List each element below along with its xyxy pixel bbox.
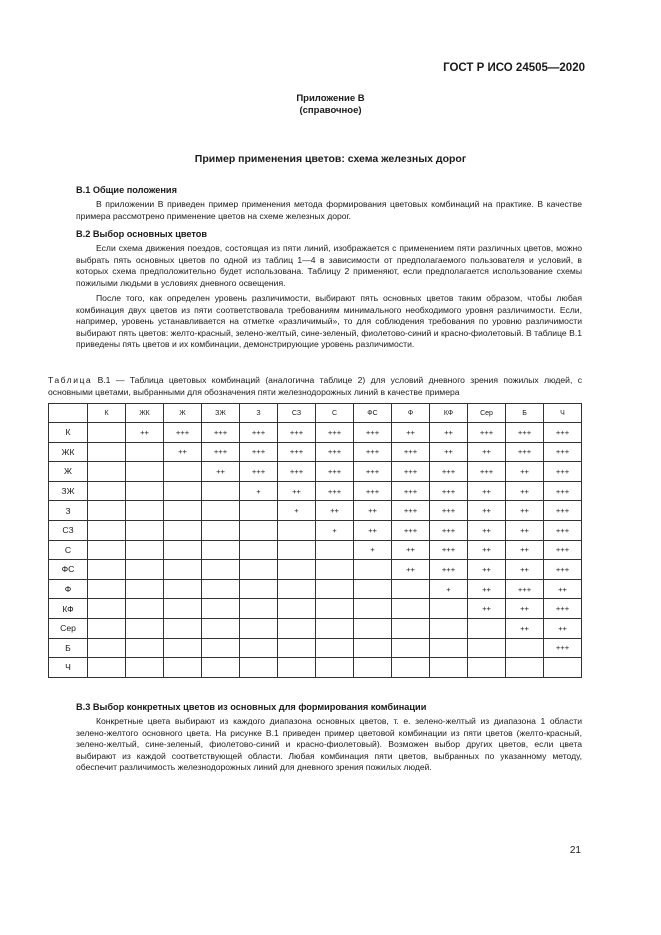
table-cell: ++ <box>468 520 506 540</box>
table-cell <box>126 481 164 501</box>
table-cell: +++ <box>544 462 582 482</box>
table-cell <box>240 579 278 599</box>
table-cell <box>202 658 240 678</box>
table-cell <box>88 618 126 638</box>
table-cell <box>164 481 202 501</box>
table-cell <box>506 638 544 658</box>
table-row <box>49 638 582 658</box>
page-number: 21 <box>569 845 581 856</box>
annex-title: Приложение В <box>296 93 365 104</box>
table-corner-cell <box>49 404 88 423</box>
table-cell <box>126 520 164 540</box>
table-cell: ++ <box>392 423 430 443</box>
column-header: ФС <box>354 404 392 423</box>
table-cell: +++ <box>430 540 468 560</box>
table-cell <box>88 560 126 580</box>
row-label: К <box>49 423 88 443</box>
table-cell: ++ <box>468 599 506 619</box>
table-cell: +++ <box>392 481 430 501</box>
table-cell <box>126 618 164 638</box>
table-cell: +++ <box>316 423 354 443</box>
table-cell <box>240 501 278 521</box>
table-cell: ++ <box>506 560 544 580</box>
table-cell <box>506 658 544 678</box>
table-cell <box>202 501 240 521</box>
table-cell: ++ <box>506 501 544 521</box>
table-cell <box>202 618 240 638</box>
table-cell: +++ <box>506 423 544 443</box>
table-cell: ++ <box>506 520 544 540</box>
table-cell <box>126 579 164 599</box>
table-cell: +++ <box>430 560 468 580</box>
row-label: Сер <box>49 618 88 638</box>
section-2-paragraph-2: После того, как определен уровень различимости, выбирают пять основных цветов таким образом, чтобы любая комбинация двух цветов из пяти соответствовала требованиям минимального необходимого уровня различимости. Если, например, уровень устанавливается на отметке «различимый», то для соблюдения требования по уровню различимости выбирают пять цветов: желто-красный, зелено-желтый, сине-зеленый, фиолетово-синий и красно-фиолетовый. В таблице В.1 приведены пять цветов и их комбинации, демонстрирующие уровень различимости. <box>76 293 582 349</box>
table-cell <box>392 618 430 638</box>
table-cell <box>354 560 392 580</box>
row-label: Б <box>49 638 88 658</box>
table-row <box>49 599 582 619</box>
table-row <box>49 520 582 540</box>
table-row <box>49 481 582 501</box>
table-cell <box>88 599 126 619</box>
table-cell <box>316 579 354 599</box>
table-cell: ++ <box>430 442 468 462</box>
table-cell: ++ <box>468 442 506 462</box>
table-cell <box>126 560 164 580</box>
table-cell <box>164 618 202 638</box>
page-title: Пример применения цветов: схема железных дорог <box>194 153 467 165</box>
table-cell: ++ <box>316 501 354 521</box>
row-label: ЖК <box>49 442 88 462</box>
table-cell <box>202 481 240 501</box>
table-cell: + <box>430 579 468 599</box>
table-caption-text: В.1 — Таблица цветовых комбинаций (аналогична таблице 2) для условий дневного зрения пожилых людей, с основными цветами, выбранными для обозначения пяти железнодорожных линий в качестве примера <box>48 375 582 397</box>
table-cell <box>430 638 468 658</box>
table-cell: ++ <box>278 481 316 501</box>
table-cell <box>126 638 164 658</box>
table-cell <box>430 618 468 638</box>
table-cell: +++ <box>278 423 316 443</box>
table-row <box>49 618 582 638</box>
table-caption-word: Таблица <box>48 375 93 385</box>
table-cell <box>88 501 126 521</box>
column-header: КФ <box>430 404 468 423</box>
table-cell <box>202 638 240 658</box>
table-cell <box>126 442 164 462</box>
table-cell: +++ <box>240 462 278 482</box>
section-1-paragraph: В приложении В приведен пример применения метода формирования цветовых комбинаций на практике. В качестве примера рассмотрено применение цветов на схеме железных дорог. <box>76 199 582 221</box>
row-label: Ф <box>49 579 88 599</box>
table-cell <box>240 599 278 619</box>
table-cell <box>88 638 126 658</box>
table-cell <box>278 658 316 678</box>
table-cell: ++ <box>392 540 430 560</box>
table-row <box>49 540 582 560</box>
table-cell: +++ <box>430 520 468 540</box>
table-cell <box>202 540 240 560</box>
table-cell <box>88 540 126 560</box>
table-cell <box>164 520 202 540</box>
table-cell <box>240 658 278 678</box>
table-cell: +++ <box>202 423 240 443</box>
table-cell <box>278 540 316 560</box>
table-cell <box>126 540 164 560</box>
table-cell: ++ <box>202 462 240 482</box>
table-cell: +++ <box>316 481 354 501</box>
table-cell: ++ <box>544 579 582 599</box>
row-label: СЗ <box>49 520 88 540</box>
table-cell: ++ <box>392 560 430 580</box>
table-cell: ++ <box>354 520 392 540</box>
table-cell <box>88 520 126 540</box>
row-label: З <box>49 501 88 521</box>
table-cell <box>392 579 430 599</box>
table-row <box>49 442 582 462</box>
table-cell: +++ <box>392 520 430 540</box>
table-cell <box>126 599 164 619</box>
table-cell: +++ <box>278 442 316 462</box>
table-cell <box>202 579 240 599</box>
column-header: К <box>88 404 126 423</box>
table-cell: +++ <box>544 599 582 619</box>
table-row <box>49 658 582 678</box>
table-cell: +++ <box>354 442 392 462</box>
table-cell <box>316 540 354 560</box>
table-cell: +++ <box>392 462 430 482</box>
table-cell <box>164 599 202 619</box>
table-cell: +++ <box>544 501 582 521</box>
table-cell <box>430 599 468 619</box>
table-header-row <box>49 404 582 423</box>
table-cell: ++ <box>506 462 544 482</box>
table-cell: +++ <box>430 501 468 521</box>
column-header: Сер <box>468 404 506 423</box>
column-header: С <box>316 404 354 423</box>
column-header: Ф <box>392 404 430 423</box>
table-cell: + <box>316 520 354 540</box>
table-cell <box>240 560 278 580</box>
table-cell: +++ <box>506 579 544 599</box>
table-cell: +++ <box>506 442 544 462</box>
table-cell <box>354 658 392 678</box>
table-cell <box>164 462 202 482</box>
table-cell <box>278 618 316 638</box>
table-cell <box>240 618 278 638</box>
table-cell: +++ <box>544 560 582 580</box>
table-cell <box>392 658 430 678</box>
table-cell: ++ <box>544 618 582 638</box>
table-cell <box>88 658 126 678</box>
table-cell <box>164 501 202 521</box>
table-cell: +++ <box>430 462 468 482</box>
table-cell <box>88 442 126 462</box>
table-cell: +++ <box>240 442 278 462</box>
table-cell <box>240 520 278 540</box>
table-cell: ++ <box>468 481 506 501</box>
table-row <box>49 462 582 482</box>
table-row <box>49 423 582 443</box>
table-cell: +++ <box>202 442 240 462</box>
table-cell <box>202 520 240 540</box>
color-combination-table <box>48 403 582 678</box>
table-cell: ++ <box>506 540 544 560</box>
table-cell <box>316 560 354 580</box>
column-header: ЖК <box>126 404 164 423</box>
table-cell: +++ <box>392 501 430 521</box>
section-2-paragraph-1: Если схема движения поездов, состоящая из пяти линий, изображается с применением пяти различных цветов, можно выбрать пять основных цветов по одной из таблиц 1—4 в зависимости от предполагаемого пользователя и условий, в которых схема предположительно будет использована. Таблицу 2 применяют, если предполагается использование схемы пожилыми людьми в условиях дневного освещения. <box>76 243 582 288</box>
table-cell: +++ <box>544 442 582 462</box>
table-cell <box>202 560 240 580</box>
table-cell: ++ <box>506 599 544 619</box>
column-header: З <box>240 404 278 423</box>
table-cell: ++ <box>430 423 468 443</box>
table-cell: ++ <box>506 481 544 501</box>
row-label: ФС <box>49 560 88 580</box>
table-cell: ++ <box>468 579 506 599</box>
table-cell <box>88 579 126 599</box>
table-cell <box>278 638 316 658</box>
table-cell: ++ <box>468 560 506 580</box>
table-cell <box>354 638 392 658</box>
section-2-heading: В.2 Выбор основных цветов <box>76 229 208 239</box>
table-cell: +++ <box>430 481 468 501</box>
table-cell: +++ <box>544 638 582 658</box>
table-cell <box>278 520 316 540</box>
table-cell <box>88 462 126 482</box>
table-cell: +++ <box>354 423 392 443</box>
column-header: ЗЖ <box>202 404 240 423</box>
table-cell: ++ <box>468 540 506 560</box>
table-cell: +++ <box>468 423 506 443</box>
table-cell: ++ <box>468 501 506 521</box>
table-cell: + <box>354 540 392 560</box>
standard-number: ГОСТ Р ИСО 24505—2020 <box>443 62 585 74</box>
table-cell: +++ <box>164 423 202 443</box>
table-cell <box>126 658 164 678</box>
section-3-paragraph: Конкретные цвета выбирают из каждого диапазона основных цветов, т. е. зелено-желтый из диапазона 1 области зелено-желтого основного цвета. На рисунке В.1 приведен пример цветовой комбинации из пяти цветов (желто-красный, зелено-желтый, сине-зеленый, фиолетово-синий и красно-фиолетовый). Возможен выбор других цветов, если цвета выбирают из каждой соответствующей области. Любая комбинация пяти цветов, выбранных по указанному методу, обеспечит различимость железнодорожных линий для дневного зрения пожилых людей. <box>76 716 582 772</box>
table-cell: + <box>278 501 316 521</box>
column-header: Б <box>506 404 544 423</box>
table-cell <box>354 599 392 619</box>
table-cell <box>164 579 202 599</box>
table-cell <box>240 638 278 658</box>
section-1-heading: В.1 Общие положения <box>76 185 177 195</box>
table-row <box>49 579 582 599</box>
table-cell: +++ <box>240 423 278 443</box>
table-cell <box>278 560 316 580</box>
table-cell <box>468 658 506 678</box>
table-row <box>49 501 582 521</box>
annex-header <box>0 93 661 117</box>
table-row <box>49 560 582 580</box>
table-cell <box>202 599 240 619</box>
row-label: С <box>49 540 88 560</box>
section-3-heading: В.3 Выбор конкретных цветов из основных для формирования комбинации <box>76 702 427 712</box>
table-cell <box>354 618 392 638</box>
table-cell: ++ <box>354 501 392 521</box>
table-cell: + <box>240 481 278 501</box>
table-cell <box>544 658 582 678</box>
table-cell: +++ <box>354 481 392 501</box>
table-cell <box>354 579 392 599</box>
table-cell: +++ <box>544 423 582 443</box>
table-cell: +++ <box>316 462 354 482</box>
table-caption <box>48 375 582 398</box>
table-cell <box>392 638 430 658</box>
table-cell <box>316 618 354 638</box>
table-cell: +++ <box>278 462 316 482</box>
table-cell: ++ <box>506 618 544 638</box>
table-cell <box>88 423 126 443</box>
column-header: Ж <box>164 404 202 423</box>
table-cell <box>392 599 430 619</box>
table-cell: +++ <box>316 442 354 462</box>
table-cell <box>126 501 164 521</box>
row-label: Ж <box>49 462 88 482</box>
table-cell: +++ <box>392 442 430 462</box>
table-cell: +++ <box>544 481 582 501</box>
column-header: Ч <box>544 404 582 423</box>
table-cell <box>316 638 354 658</box>
table-cell: +++ <box>544 520 582 540</box>
table-cell <box>468 618 506 638</box>
table-cell <box>316 658 354 678</box>
table-cell <box>316 599 354 619</box>
table-cell: ++ <box>164 442 202 462</box>
table-cell: +++ <box>544 540 582 560</box>
annex-subtitle: (справочное) <box>299 105 362 116</box>
table-cell <box>126 462 164 482</box>
table-cell <box>278 599 316 619</box>
table-cell <box>164 540 202 560</box>
table-cell <box>240 540 278 560</box>
table-cell <box>164 658 202 678</box>
row-label: ЗЖ <box>49 481 88 501</box>
table-cell: ++ <box>126 423 164 443</box>
table-cell: +++ <box>468 462 506 482</box>
table-cell <box>164 560 202 580</box>
table-cell <box>88 481 126 501</box>
column-header: СЗ <box>278 404 316 423</box>
table-cell <box>468 638 506 658</box>
table-cell <box>430 658 468 678</box>
table-cell <box>278 579 316 599</box>
table-cell <box>164 638 202 658</box>
row-label: КФ <box>49 599 88 619</box>
row-label: Ч <box>49 658 88 678</box>
table-cell: +++ <box>354 462 392 482</box>
